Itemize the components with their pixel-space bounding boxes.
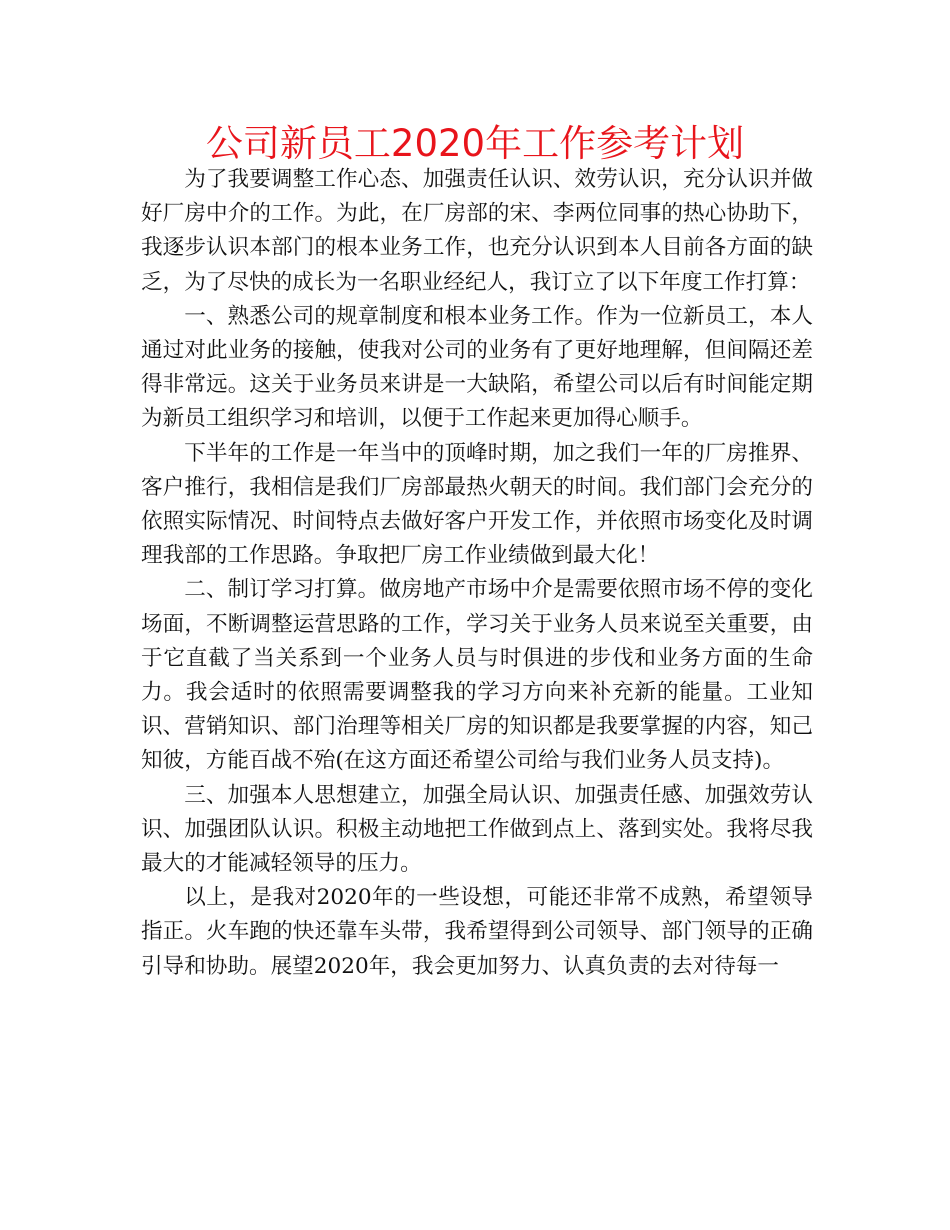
paragraph-conclusion: 以上，是我对2020年的一些设想，可能还非常不成熟，希望领导指正。火车跑的快还靠车头带，我希望得到公司领导、部门领导的正确引导和协助。展望2020年，我会更加努力、认真负责的去对待每一	[141, 885, 813, 979]
paragraph-item-3: 三、加强本人思想建立，加强全局认识、加强责任感、加强效劳认识、加强团队认识。积极主动地把工作做到点上、落到实处。我将尽我最大的才能减轻领导的压力。	[141, 782, 813, 877]
paragraph-item-2: 二、制订学习打算。做房地产市场中介是需要依照市场不停的变化场面，不断调整运营思路的工作，学习关于业务人员来说至关重要，由于它直截了当关系到一个业务人员与时俱进的步伐和业务方面的生命力。我会适时的依照需要调整我的学习方向来补充新的能量。工业知识、营销知识、部门治理等相关厂房的知识都是我要掌握的内容，知己知彼，方能百战不殆(在这方面还希望公司给与我们业务人员支持)。	[141, 577, 813, 774]
document-body	[141, 163, 813, 984]
paragraph-item-1: 一、熟悉公司的规章制度和根本业务工作。作为一位新员工，本人通过对此业务的接触，使我对公司的业务有了更好地理解，但间隔还差得非常远。这关于业务员来讲是一大缺陷，希望公司以后有时间能定期为新员工组织学习和培训，以便于工作起来更加得心顺手。	[141, 303, 813, 432]
paragraph-intro: 为了我要调整工作心态、加强责任认识、效劳认识，充分认识并做好厂房中介的工作。为此，在厂房部的宋、李两位同事的热心协助下，我逐步认识本部门的根本业务工作，也充分认识到本人目前各方面的缺乏，为了尽快的成长为一名职业经纪人，我订立了以下年度工作打算：	[141, 167, 813, 295]
paragraph-second-half: 下半年的工作是一年当中的顶峰时期，加之我们一年的厂房推界、客户推行，我相信是我们厂房部最热火朝天的时间。我们部门会充分的依照实际情况、时间特点去做好客户开发工作，并依照市场变化及时调理我部的工作思路。争取把厂房工作业绩做到最大化！	[141, 440, 813, 569]
document-title: 公司新员工2020年工作参考计划	[205, 122, 745, 165]
